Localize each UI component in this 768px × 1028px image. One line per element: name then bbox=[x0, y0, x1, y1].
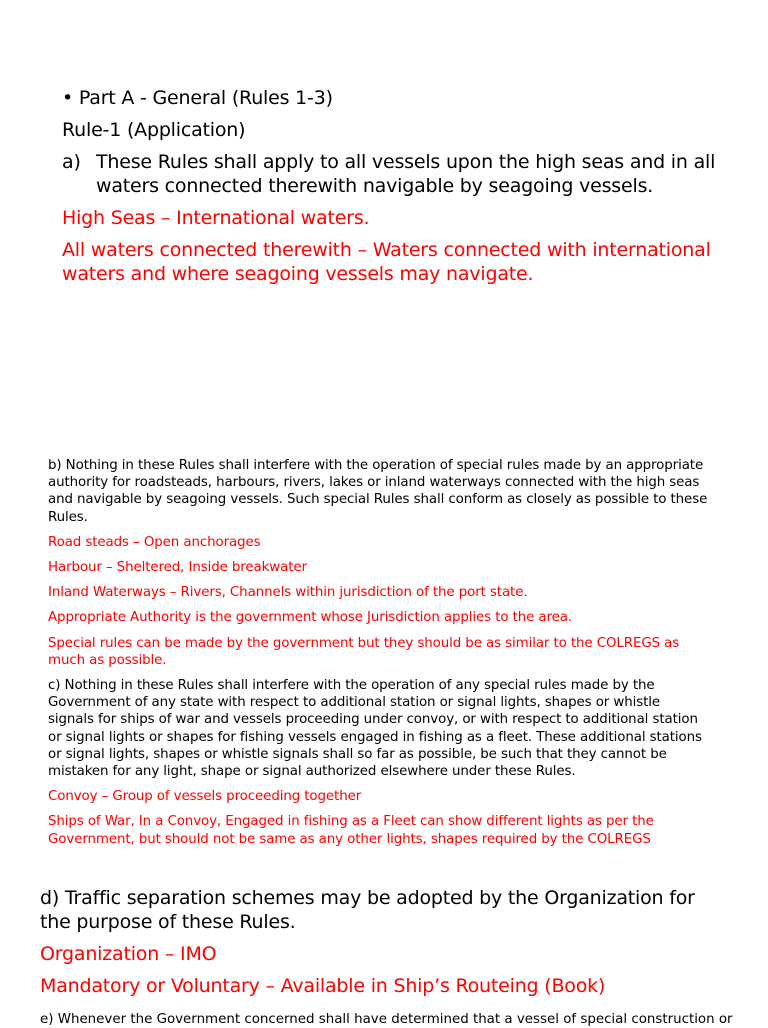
rule-1d-text: d) Traffic separation schemes may be adopted by the Organization for the purpose of these Rules. bbox=[40, 887, 695, 933]
note-harbour: Harbour – Sheltered, Inside breakwater bbox=[48, 560, 307, 576]
note-inland-waterways: Inland Waterways – Rivers, Channels within jurisdiction of the port state. bbox=[48, 585, 528, 601]
note-appropriate-authority: Appropriate Authority is the government whose Jurisdiction applies to the area. bbox=[48, 610, 573, 626]
note-special-rules: Special rules can be made by the government but they should be as similar to the COLREGS as much as possible. bbox=[48, 635, 680, 668]
slide-rule-d bbox=[40, 886, 720, 1006]
note-high-seas: High Seas – International waters. bbox=[62, 207, 370, 229]
note-ships-of-war: Ships of War, In a Convoy, Engaged in fishing as a Fleet can show different lights as per the Government, but should not be same as any other lights, shapes required by the COLREGS bbox=[48, 814, 654, 847]
rule-1b-text: b) Nothing in these Rules shall interfere with the operation of special rules made by an appropriate authority for roadsteads, harbours, rivers, lakes or inland waterways connected with the high seas and navigable by seagoing vessels. Such special Rules shall conform as closely as possible to these Rules. bbox=[48, 458, 708, 525]
rule-1a-item bbox=[62, 150, 722, 198]
part-a-heading: • Part A - General (Rules 1-3) bbox=[62, 87, 333, 109]
rule-1e-text: e) Whenever the Government concerned shall have determined that a vessel of special construction or bbox=[40, 1012, 733, 1027]
slide-part-a bbox=[62, 86, 722, 294]
note-convoy: Convoy – Group of vessels proceeding together bbox=[48, 789, 362, 805]
note-roadsteads: Road steads – Open anchorages bbox=[48, 534, 261, 550]
slide-rule-b-c bbox=[48, 457, 708, 856]
note-mandatory-voluntary: Mandatory or Voluntary – Available in Ship’s Routeing (Book) bbox=[40, 975, 606, 997]
note-organization: Organization – IMO bbox=[40, 943, 217, 965]
rule-1c-text: c) Nothing in these Rules shall interfere with the operation of any special rules made by the Government of any state with respect to additional station or signal lights, shapes or whistle signals for ships of war and vessels proceeding under convoy, or with respect to additional station or signal lights or shapes for fishing vessels engaged in fishing as a fleet. These additional stations or signal lights, shapes or whistle signals shall so far as possible, be such that they cannot be mistaken for any light, shape or signal authorized elsewhere under these Rules. bbox=[48, 678, 702, 780]
rule-1-title: Rule-1 (Application) bbox=[62, 119, 246, 141]
rule-1a-label: a) bbox=[62, 151, 81, 173]
note-connected-waters: All waters connected therewith – Waters connected with international waters and where seagoing vessels may navigate. bbox=[62, 239, 711, 285]
rule-1a-text: These Rules shall apply to all vessels upon the high seas and in all waters connected therewith navigable by seagoing vessels. bbox=[96, 151, 716, 197]
